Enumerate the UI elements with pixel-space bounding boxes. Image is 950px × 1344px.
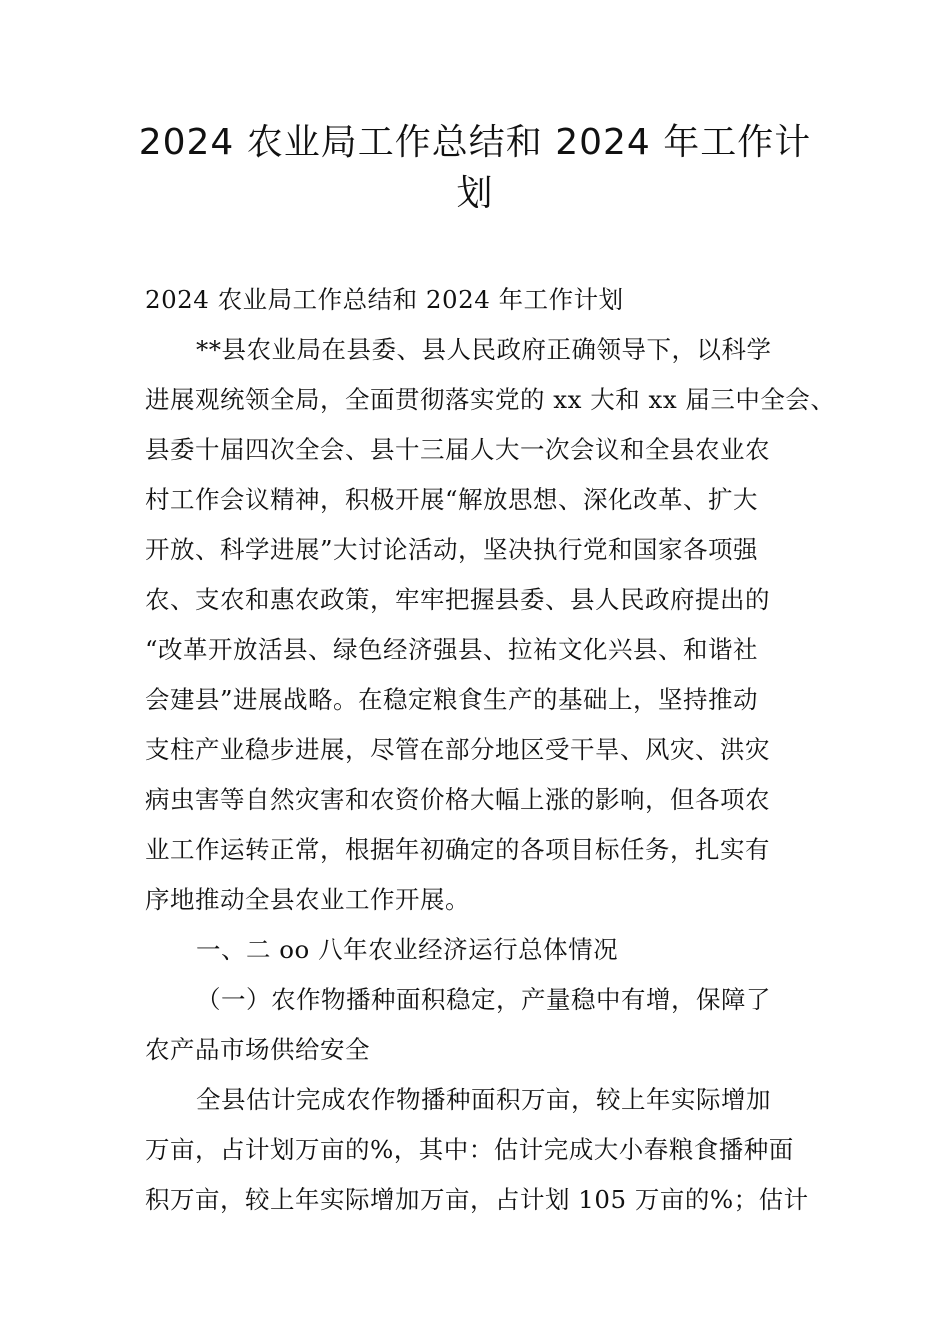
paragraph-line: 万亩，占计划万亩的%，其中：估计完成大小春粮食播种面 xyxy=(145,1135,794,1164)
subsection-heading-line: 农产品市场供给安全 xyxy=(145,1035,370,1064)
section-heading: 一、二 oo 八年农业经济运行总体情况 xyxy=(196,935,619,964)
paragraph-line: 县委十届四次全会、县十三届人大一次会议和全县农业农 xyxy=(145,435,770,464)
paragraph-line: 开放、科学进展”大讨论活动，坚决执行党和国家各项强 xyxy=(145,535,759,564)
paragraph-line: 会建县”进展战略。在稳定粮食生产的基础上，坚持推动 xyxy=(145,685,759,714)
paragraph-line: 病虫害等自然灾害和农资价格大幅上涨的影响，但各项农 xyxy=(145,785,770,814)
paragraph-line: 支柱产业稳步进展，尽管在部分地区受干旱、风灾、洪灾 xyxy=(145,735,770,764)
paragraph-line: **县农业局在县委、县人民政府正确领导下，以科学 xyxy=(196,335,772,364)
paragraph-line: 业工作运转正常，根据年初确定的各项目标任务，扎实有 xyxy=(145,835,770,864)
paragraph-line: 全县估计完成农作物播种面积万亩，较上年实际增加 xyxy=(196,1085,771,1114)
paragraph-line: 序地推动全县农业工作开展。 xyxy=(145,885,470,914)
paragraph-line: 积万亩，较上年实际增加万亩，占计划 105 万亩的%；估计 xyxy=(145,1185,809,1214)
paragraph-line: “改革开放活县、绿色经济强县、拉祐文化兴县、和谐社 xyxy=(145,635,759,664)
paragraph-line: 农、支农和惠农政策，牢牢把握县委、县人民政府提出的 xyxy=(145,585,770,614)
subtitle-line: 2024 农业局工作总结和 2024 年工作计划 xyxy=(145,285,624,314)
document-title-line-1: 2024 农业局工作总结和 2024 年工作计 xyxy=(138,122,812,163)
document-title-line-2: 划 xyxy=(456,173,494,214)
paragraph-line: 村工作会议精神，积极开展“解放思想、深化改革、扩大 xyxy=(145,485,759,514)
paragraph-line: 进展观统领全局，全面贯彻落实党的 xx 大和 xx 届三中全会、 xyxy=(145,385,836,414)
subsection-heading-line: （一）农作物播种面积稳定，产量稳中有增，保障了 xyxy=(196,985,771,1014)
